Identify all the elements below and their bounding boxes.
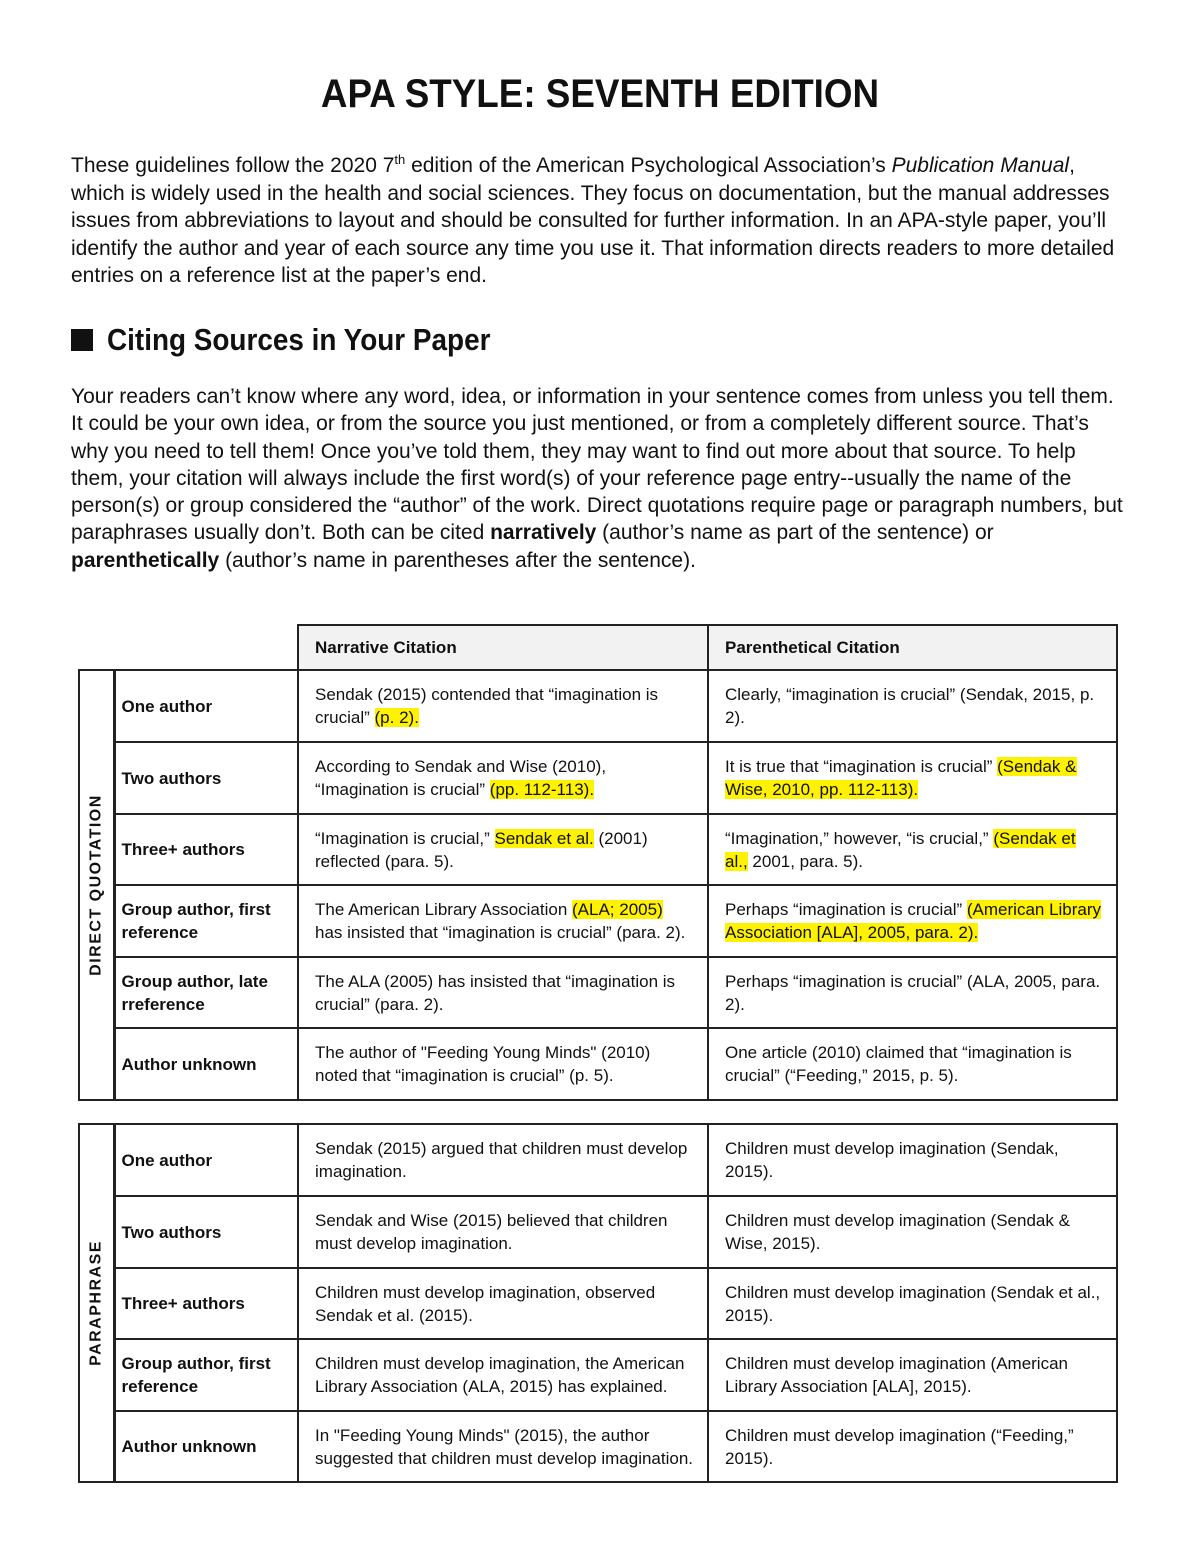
table-row <box>79 1124 1117 1196</box>
row-label: Author unknown <box>114 1028 298 1100</box>
section-paragraph <box>71 383 1131 574</box>
row-label: Group author, late rreference <box>114 957 298 1028</box>
section-heading <box>71 322 533 358</box>
intro-paragraph <box>71 152 1131 290</box>
header-parenthetical: Parenthetical Citation <box>708 625 1117 670</box>
table-row <box>79 1339 1117 1411</box>
table-row <box>79 742 1117 814</box>
section-text: (author’s name as part of the sentence) or <box>596 521 994 545</box>
page-title: APA STYLE: SEVENTH EDITION <box>320 72 880 116</box>
parenthetical-cell: Children must develop imagination (Sendak et al., 2015). <box>708 1268 1117 1339</box>
paraphrase-side-label: PARAPHRASE <box>79 1124 114 1482</box>
intro-text: edition of the American Psychological Association’s <box>405 154 892 177</box>
intro-text: , which is widely used in the health and social sciences. They focus on documentation, but the manual addresses issues from abbreviations to layout and should be consulted for further information. In an APA-style paper, you’ll identify the author and year of each source any time you use it. That information directs readers to more detailed entries on a reference list at the paper’s end. <box>71 154 1115 287</box>
header-narrative: Narrative Citation <box>298 625 708 670</box>
parenthetical-cell: Children must develop imagination (Sendak & Wise, 2015). <box>708 1196 1117 1268</box>
narrative-cell: Sendak and Wise (2015) believed that children must develop imagination. <box>298 1196 708 1268</box>
section-bold-term: parenthetically <box>71 548 220 572</box>
section-text: (author’s name in parentheses after the sentence). <box>219 548 696 572</box>
section-text: Your readers can’t know where any word, idea, or information in your sentence comes from unless you tell them. It could be your own idea, or from the source you just mentioned, or from a completely different source. That’s why you need to tell them! Once you’ve told them, they may want to find out more about that source. To help them, your citation will always include the first word(s) of your reference page entry--usually the name of the person(s) or group considered the “author” of the work. Direct quotations require page or paragraph numbers, but paraphrases usually don’t. Both can be cited <box>71 385 1123 545</box>
table-row <box>79 957 1117 1028</box>
narrative-cell: The ALA (2005) has insisted that “imagination is crucial” (para. 2). <box>298 957 708 1028</box>
narrative-cell: Children must develop imagination, the American Library Association (ALA, 2015) has explained. <box>298 1339 708 1411</box>
narrative-cell: The author of "Feeding Young Minds" (2010) noted that “imagination is crucial” (p. 5). <box>298 1028 708 1100</box>
narrative-cell: In "Feeding Young Minds" (2015), the author suggested that children must develop imagination. <box>298 1411 708 1482</box>
narrative-cell: According to Sendak and Wise (2010), “Imagination is crucial” (pp. 112-113). <box>298 742 708 814</box>
narrative-cell: The American Library Association (ALA; 2005) has insisted that “imagination is crucial” (para. 2). <box>298 885 708 957</box>
narrative-cell: Sendak (2015) argued that children must develop imagination. <box>298 1124 708 1196</box>
direct-quotation-side-label: DIRECT QUOTATION <box>79 670 114 1100</box>
row-label: Three+ authors <box>114 814 298 885</box>
row-label: Two authors <box>114 742 298 814</box>
parenthetical-cell: Children must develop imagination (American Library Association [ALA], 2015). <box>708 1339 1117 1411</box>
table-row <box>79 814 1117 885</box>
table-row <box>79 1028 1117 1100</box>
intro-text: These guidelines follow the 2020 7 <box>71 154 395 177</box>
parenthetical-cell: “Imagination,” however, “is crucial,” (Sendak et al., 2001, para. 5). <box>708 814 1117 885</box>
direct-quotation-table <box>78 624 1118 1101</box>
row-label: One author <box>114 670 298 742</box>
table-row <box>79 1411 1117 1482</box>
row-label: Group author, first reference <box>114 885 298 957</box>
row-label: Two authors <box>114 1196 298 1268</box>
row-label: Three+ authors <box>114 1268 298 1339</box>
table-row <box>79 885 1117 957</box>
row-label: Author unknown <box>114 1411 298 1482</box>
table-row <box>79 1196 1117 1268</box>
narrative-cell: “Imagination is crucial,” Sendak et al. (2001) reflected (para. 5). <box>298 814 708 885</box>
parenthetical-cell: One article (2010) claimed that “imagination is crucial” (“Feeding,” 2015, p. 5). <box>708 1028 1117 1100</box>
table-header-row <box>79 625 1117 670</box>
narrative-cell: Sendak (2015) contended that “imagination is crucial” (p. 2). <box>298 670 708 742</box>
parenthetical-cell: Clearly, “imagination is crucial” (Sendak, 2015, p. 2). <box>708 670 1117 742</box>
table-row <box>79 670 1117 742</box>
parenthetical-cell: Children must develop imagination (Sendak, 2015). <box>708 1124 1117 1196</box>
narrative-cell: Children must develop imagination, observed Sendak et al. (2015). <box>298 1268 708 1339</box>
paraphrase-table <box>78 1123 1118 1483</box>
manual-title: Publication Manual <box>891 154 1070 177</box>
table-row <box>79 1268 1117 1339</box>
section-bold-term: narratively <box>490 521 597 545</box>
row-label: One author <box>114 1124 298 1196</box>
parenthetical-cell: Perhaps “imagination is crucial” (ALA, 2005, para. 2). <box>708 957 1117 1028</box>
intro-superscript: th <box>394 152 406 167</box>
parenthetical-cell: Children must develop imagination (“Feeding,” 2015). <box>708 1411 1117 1482</box>
square-bullet-icon <box>71 329 93 351</box>
row-label: Group author, first reference <box>114 1339 298 1411</box>
parenthetical-cell: Perhaps “imagination is crucial” (American Library Association [ALA], 2005, para. 2). <box>708 885 1117 957</box>
parenthetical-cell: It is true that “imagination is crucial” (Sendak & Wise, 2010, pp. 112-113). <box>708 742 1117 814</box>
section-heading-text: Citing Sources in Your Paper <box>107 322 491 357</box>
